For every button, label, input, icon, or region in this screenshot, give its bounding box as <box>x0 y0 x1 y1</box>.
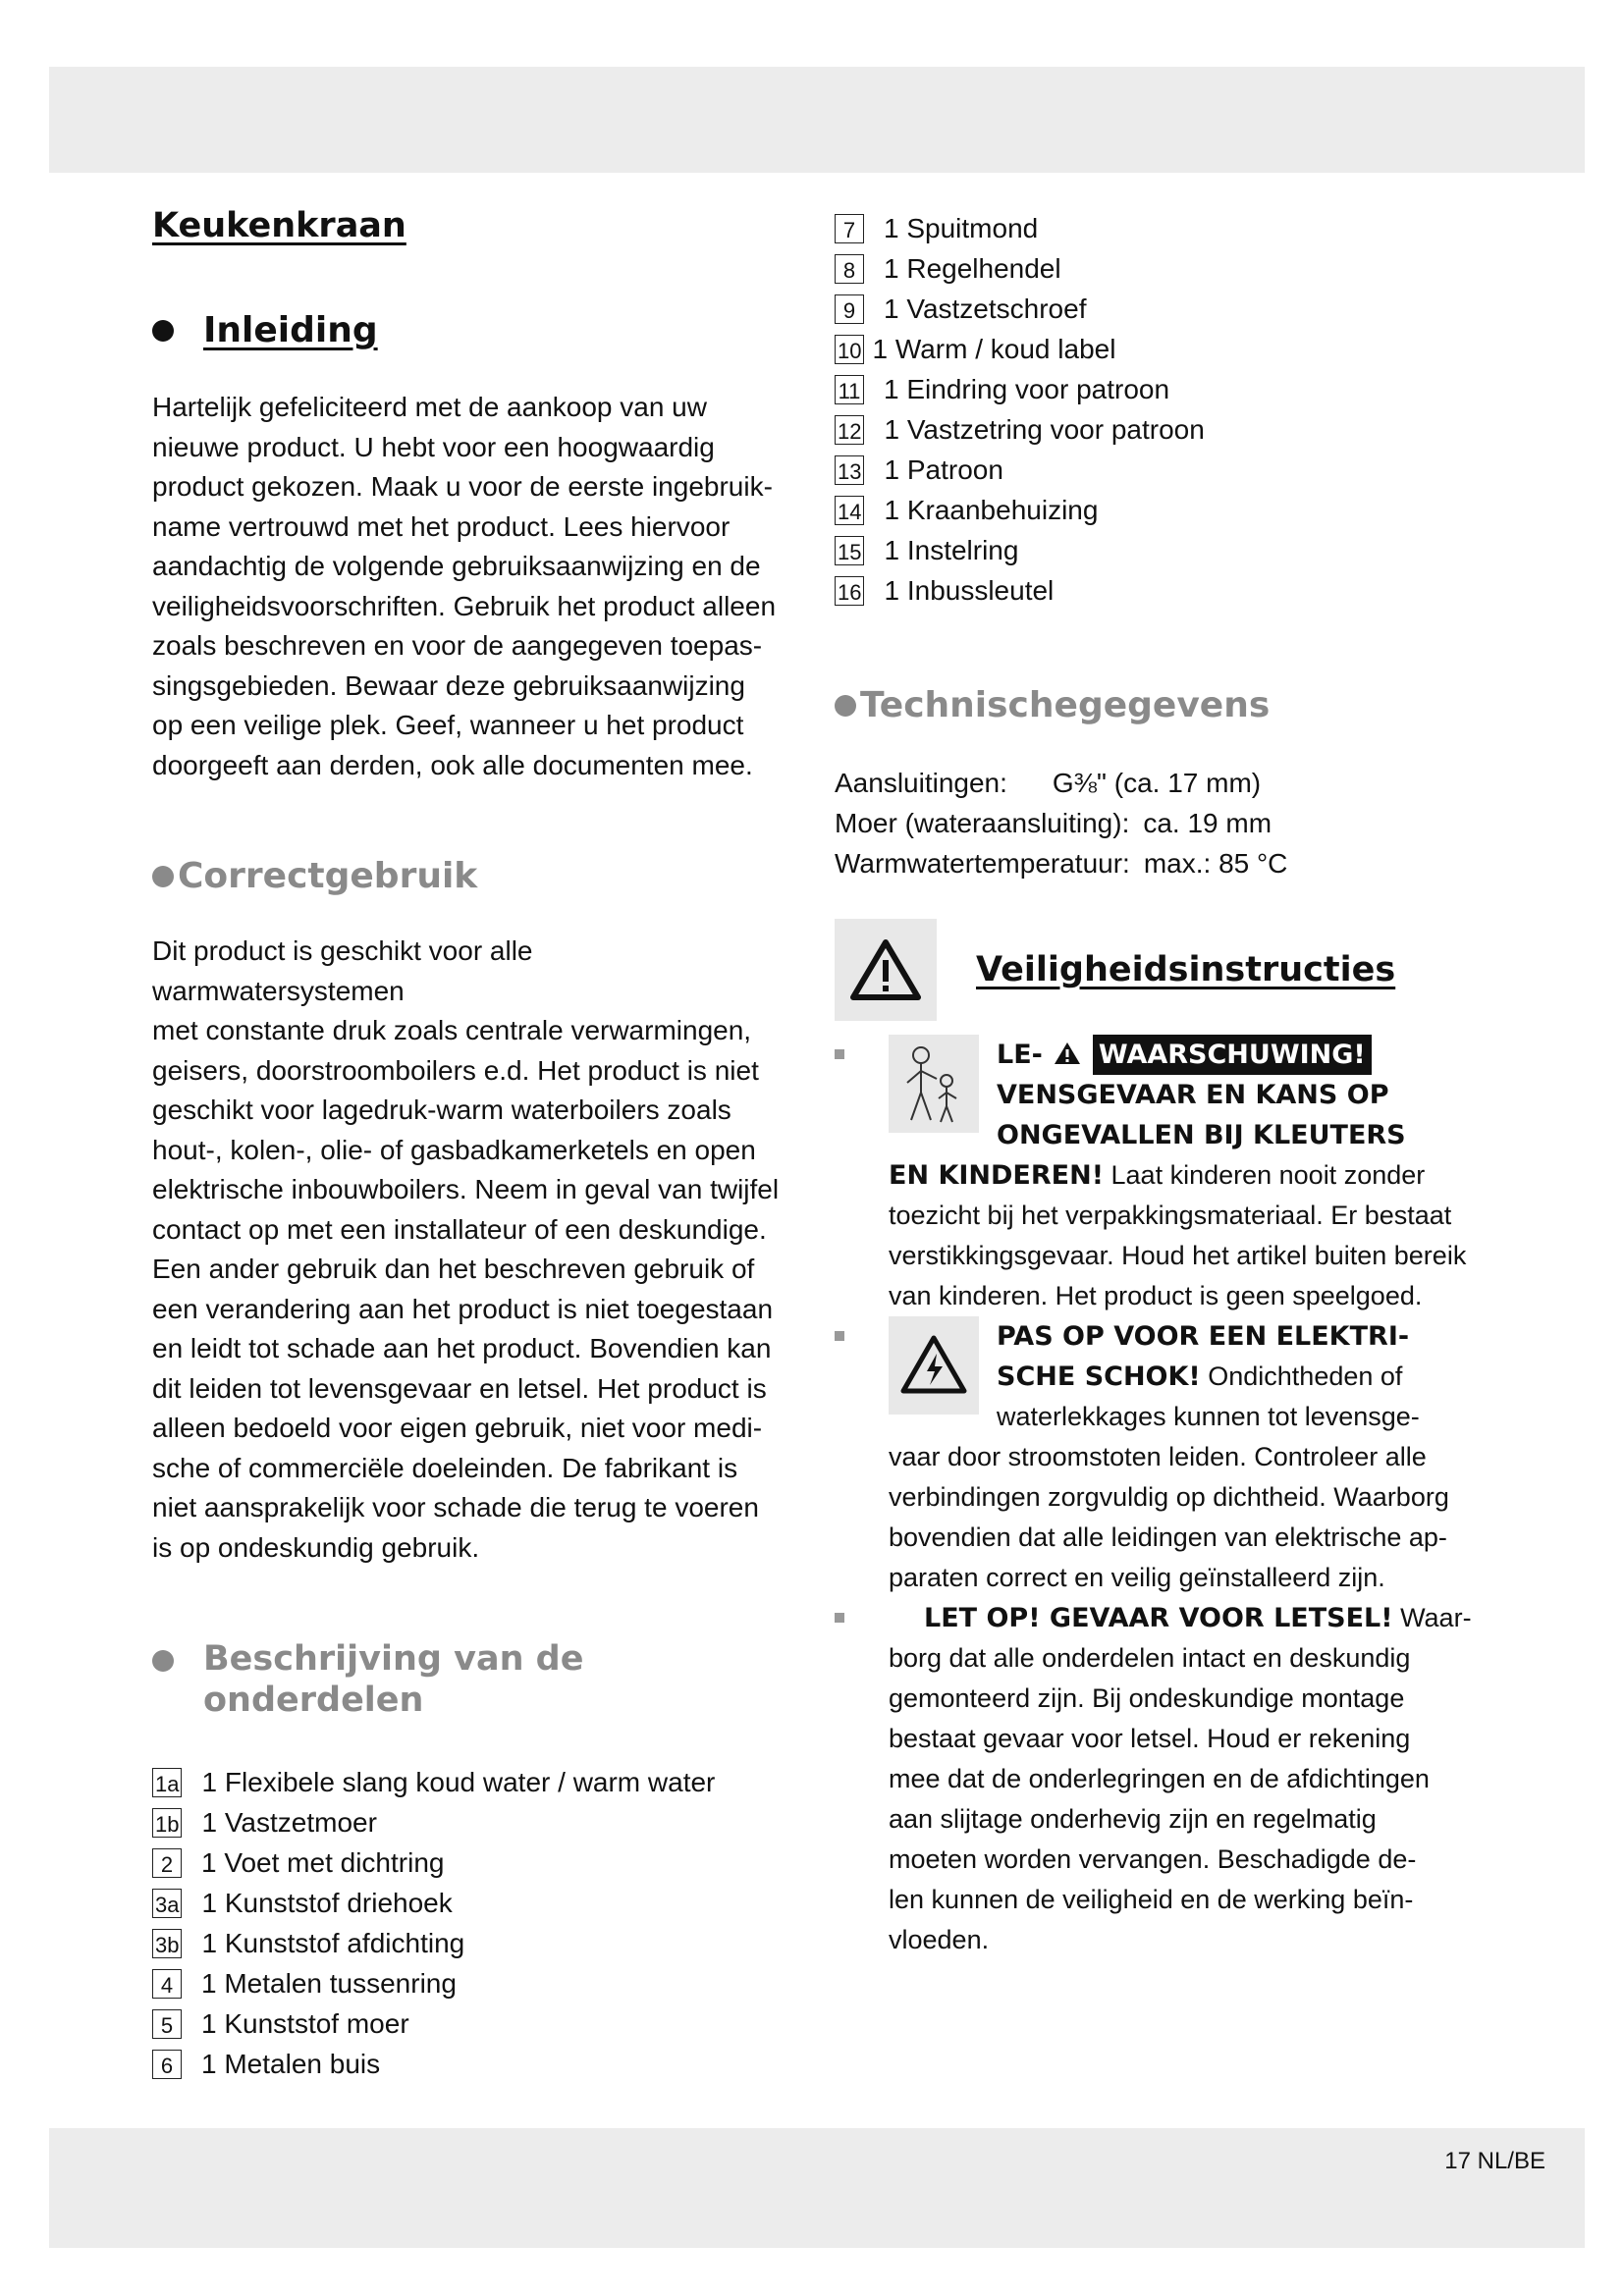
square-bullet-icon <box>835 1331 844 1341</box>
list-item: 15 1 Instelring <box>835 530 1483 570</box>
warning-children: LE- WAARSCHUWING! VENSGEVAAR EN KANS OP ONGEVALLEN BIJ KLEUTERS EN KINDEREN! Laat kinderen nooit zonder toezicht bij het verpakkingsmateriaal. Er bestaat verstikkingsgevaar. Houd het artikel buiten bereik van kinderen. Het product is geen speelgoed. <box>835 1035 1483 1316</box>
square-bullet-icon <box>835 1613 844 1623</box>
page-number: 17 NL/BE <box>1444 2148 1545 2174</box>
safety-heading: Veiligheidsinstructies <box>835 919 1483 1021</box>
intro-text: Hartelijk gefeliciteerd met de aankoop van uw nieuwe product. U hebt voor een hoogwaardig product gekozen. Maak u voor de eerste ingebruik- name vertrouwd met het product. Lees hiervoor aandachtig de volgende gebruiksaanwijzing en de veiligheidsvoorschriften. Gebruik het product alleen zoals beschreven en voor de aangegeven toepas- singsgebieden. Bewaar deze gebruiksaanwijzing op een veilige plek. Geef, wanneer u het product doorgeeft aan derden, ook alle documenten mee. <box>152 392 777 780</box>
bullet-dot-icon <box>152 320 174 342</box>
list-item: 4 1 Metalen tussenring <box>152 1963 790 2003</box>
intro-heading: Inleiding <box>152 310 790 350</box>
square-bullet-icon <box>835 1049 844 1059</box>
bullet-dot-icon <box>152 1650 174 1672</box>
list-item: 16 1 Inbussleutel <box>835 570 1483 611</box>
footer-band <box>49 2128 1585 2248</box>
list-item: 8 1 Regelhendel <box>835 248 1483 289</box>
spec-row: Warmwatertemperatuur: max.: 85 °C <box>835 848 1288 879</box>
list-item: 14 1 Kraanbehuizing <box>835 490 1483 530</box>
use-text: Dit product is geschikt voor alle warmwatersystemen met constante druk zoals centrale verwarmingen, geisers, doorstroomboilers e.d. Het product is niet geschikt voor lagedruk-warm waterboilers zoals hout-, kolen-, olie- of gasbadkamerketels en open elektrische inbouwboilers. Neem in geval van twijfel contact op met een installateur of een deskundige. Een ander gebruik dan het beschreven gebruik of een verandering aan het product is niet toegestaan en leidt tot schade aan het product. Bovendien kan dit leiden tot levensgevaar en letsel. Het product is alleen bedoeld voor eigen gebruik, niet voor medi- sche of commerciële doeleinden. De fabrikant is niet aansprakelijk voor schade die terug te voeren is op ondeskundig gebruik. <box>152 935 780 1563</box>
right-column <box>835 208 1483 1960</box>
page-title: Keukenkraan <box>152 206 406 245</box>
tech-specs <box>835 763 1483 883</box>
warning-injury: LET OP! GEVAAR VOOR LETSEL! Waar- borg dat alle onderdelen intact en deskundig gemonteerd zijn. Bij ondeskundige montage bestaat gevaar voor letsel. Houd er rekening mee dat de onderlegringen en de afdichtingen aan slijtage onderhevig zijn en regelmatig moeten worden vervangen. Beschadigde de- len kunnen de veiligheid en de werking beïn- vloeden. <box>835 1598 1483 1960</box>
list-item: 1a 1 Flexibele slang koud water / warm water <box>152 1762 790 1802</box>
header-band <box>49 67 1585 173</box>
child-hazard-icon <box>889 1035 979 1133</box>
list-item: 9 1 Vastzetschroef <box>835 289 1483 329</box>
use-heading: Correctgebruik <box>152 856 790 896</box>
tech-heading: Technischegegevens <box>835 685 1483 725</box>
warning-electric: PAS OP VOOR EEN ELEKTRI- SCHE SCHOK! Ondichtheden of waterlekkages kunnen tot levensge- vaar door stroomstoten leiden. Controleer alle verbindingen zorgvuldig op dichtheid. Waarborg bovendien dat alle leidingen van elektrische ap- paraten correct en veilig geïnstalleerd zijn. <box>835 1316 1483 1598</box>
bullet-dot-icon <box>835 695 856 717</box>
list-item: 1b 1 Vastzetmoer <box>152 1802 790 1842</box>
parts-heading: Beschrijving van de onderdelen <box>152 1638 790 1721</box>
electric-shock-icon <box>889 1316 979 1415</box>
warning-triangle-icon <box>1054 1041 1081 1066</box>
bullet-dot-icon <box>152 866 174 887</box>
list-item: 3a 1 Kunststof driehoek <box>152 1883 790 1923</box>
spec-row: Moer (wateraansluiting): ca. 19 mm <box>835 808 1272 838</box>
list-item: 5 1 Kunststof moer <box>152 2003 790 2044</box>
list-item: 13 1 Patroon <box>835 450 1483 490</box>
spec-row: Aansluitingen: G⅜" (ca. 17 mm) <box>835 768 1262 798</box>
list-item: 11 1 Eindring voor patroon <box>835 369 1483 409</box>
list-item: 10 1 Warm / koud label <box>835 329 1483 369</box>
list-item: 12 1 Vastzetring voor patroon <box>835 409 1483 450</box>
parts-list-right <box>835 208 1483 611</box>
warning-triangle-icon <box>835 919 937 1021</box>
list-item: 2 1 Voet met dichtring <box>152 1842 790 1883</box>
list-item: 7 1 Spuitmond <box>835 208 1483 248</box>
list-item: 6 1 Metalen buis <box>152 2044 790 2084</box>
list-item: 3b 1 Kunststof afdichting <box>152 1923 790 1963</box>
parts-list-left <box>152 1762 790 2084</box>
left-column <box>152 196 790 2084</box>
